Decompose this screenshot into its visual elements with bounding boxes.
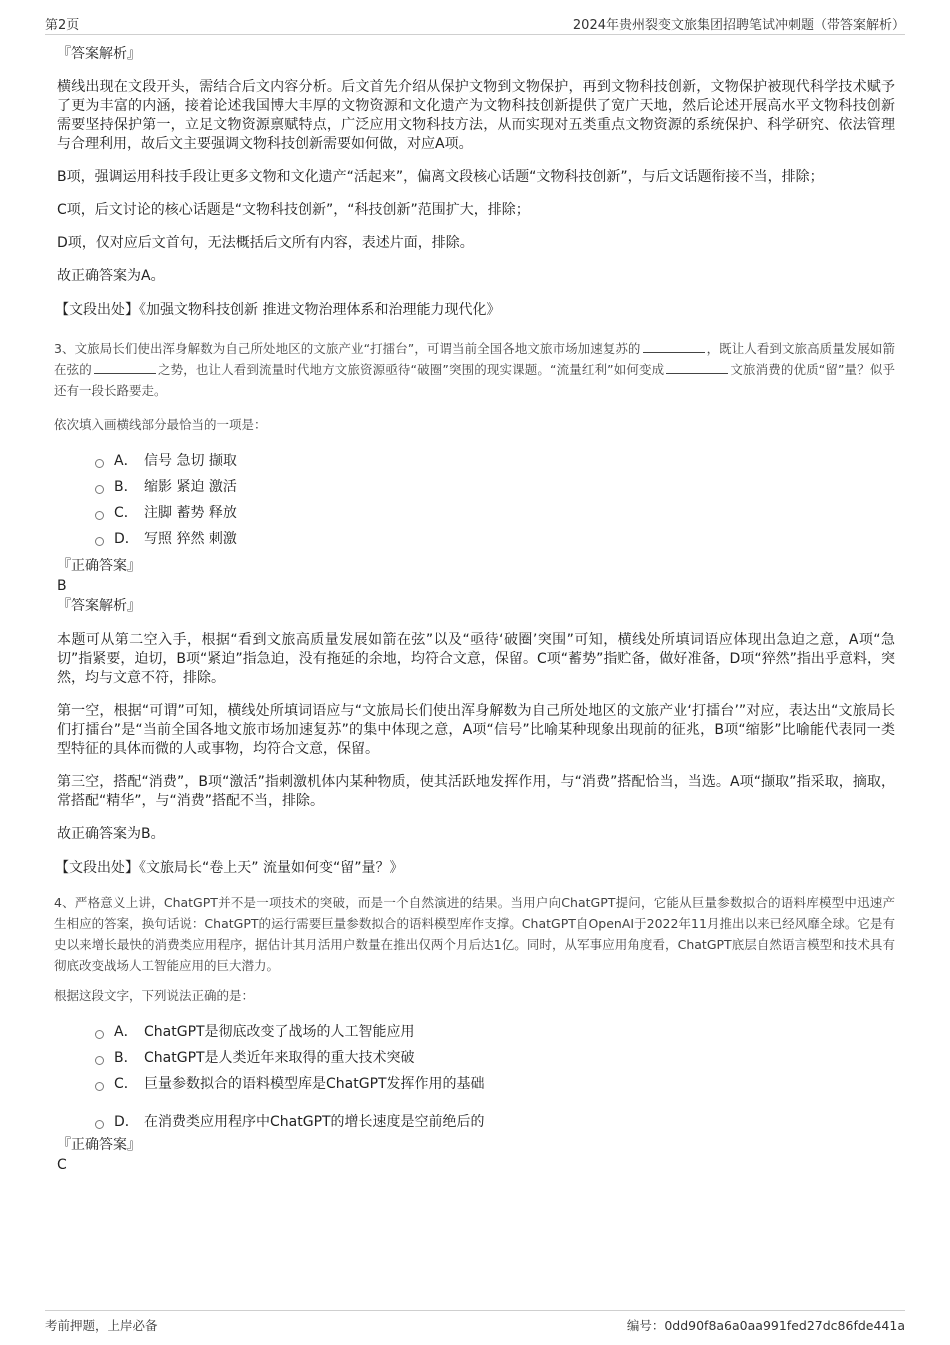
page-content — [54, 44, 895, 1176]
question-4-text: 4、严格意义上讲，ChatGPT并不是一项技术的突破，而是一个自然演进的结果。当用户向ChatGPT提问，它能从巨量参数拟合的语料库模型中迅速产生相应的答案，换句话说：ChatGPT的运行需要巨量参数拟合的语料模型库作支撑。ChatGPT自OpenAI于2022年11月推出以来已经风靡全球。它是有史以来增长最快的消费类应用程序，据估计其月活用户数量在推出仅两个月后达1亿。同时，从军事应用角度看，ChatGPT底层自然语言模型和技术具有彻底改变战场人工智能应用的巨大潜力。 — [54, 895, 895, 973]
radio-icon[interactable] — [95, 485, 104, 494]
option-c[interactable]: C． 注脚 蓄势 释放 — [95, 499, 895, 525]
correct-answer-tag: 『正确答案』 — [57, 1137, 141, 1153]
question-4-options — [95, 1018, 895, 1134]
radio-icon[interactable] — [95, 537, 104, 546]
question-3-prompt: 依次填入画横线部分最恰当的一项是： — [54, 417, 267, 432]
document-title: 2024年贵州裂变文旅集团招聘笔试冲刺题（带答案解析） — [572, 18, 905, 33]
document-id: 编号：0dd90f8a6a0aa991fed27dc86fde441a — [626, 1318, 905, 1333]
correct-answer-tag: 『正确答案』 — [57, 558, 141, 574]
conclusion-paragraph: 故正确答案为A。 — [57, 268, 165, 284]
analysis-paragraph: 第三空，搭配“消费”，B项“激活”指刺激机体内某种物质，使其活跃地发挥作用，与“消费”搭配恰当，当选。A项“撷取”指采取，摘取，常搭配“精华”，与“消费”搭配不当，排除。 — [57, 774, 895, 809]
page-header — [45, 12, 905, 35]
page-footer — [45, 1310, 905, 1335]
question-3-text: 3、文旅局长们使出浑身解数为自己所处地区的文旅产业“打擂台”，可谓当前全国各地文旅市场加速复苏的 ，既让人看到文旅高质量发展如箭在弦的 之势，也让人看到流量时代地方文旅资源亟待“破圈”突围的现实课题。“流量红利”如何变成 文旅消费的优质“留”量？似乎还有一段长路要走。 — [54, 341, 895, 398]
fill-blank — [94, 361, 156, 374]
option-a[interactable]: A． 信号 急切 撷取 — [95, 447, 895, 473]
option-b[interactable]: B． ChatGPT是人类近年来取得的重大技术突破 — [95, 1044, 895, 1070]
passage-source: 【文段出处】《文旅局长“卷上天” 流量如何变“留”量？》 — [55, 860, 404, 876]
correct-answer: B — [57, 578, 67, 594]
passage-source: 【文段出处】《加强文物科技创新 推进文物治理体系和治理能力现代化》 — [55, 302, 501, 318]
analysis-tag: 『答案解析』 — [57, 598, 141, 614]
footer-slogan: 考前押题，上岸必备 — [45, 1318, 158, 1333]
option-c[interactable]: C． 巨量参数拟合的语料模型库是ChatGPT发挥作用的基础 — [95, 1070, 895, 1096]
correct-answer: C — [57, 1157, 67, 1173]
option-a[interactable]: A． ChatGPT是彻底改变了战场的人工智能应用 — [95, 1018, 895, 1044]
radio-icon[interactable] — [95, 1120, 104, 1129]
fill-blank — [643, 340, 705, 353]
question-4-prompt: 根据这段文字，下列说法正确的是： — [54, 988, 255, 1003]
page-number: 第2页 — [45, 18, 80, 33]
analysis-paragraph: 横线出现在文段开头，需结合后文内容分析。后文首先介绍从保护文物到文物保护，再到文物科技创新，文物保护被现代科学技术赋予了更为丰富的内涵，接着论述我国博大丰厚的文物资源和文化遗产为文物科技创新提供了宽广天地，然后论述开展高水平文物科技创新需要坚持保护第一，立足文物资源禀赋特点，广泛应用文物科技方法，从而实现对五类重点文物资源的系统保护、科学研究、依法管理与合理利用，故后文主要强调文物科技创新需要如何做，对应A项。 — [57, 79, 895, 152]
radio-icon[interactable] — [95, 1082, 104, 1091]
question-3-options — [95, 447, 895, 551]
analysis-tag: 『答案解析』 — [57, 46, 141, 62]
option-d[interactable]: D． 在消费类应用程序中ChatGPT的增长速度是空前绝后的 — [95, 1108, 895, 1134]
analysis-paragraph: 第一空，根据“可谓”可知，横线处所填词语应与“文旅局长们使出浑身解数为自己所处地区的文旅产业‘打擂台’”对应，表达出“文旅局长们打擂台”是“当前全国各地文旅市场加速复苏”的集中体现之意，A项“信号”比喻某种现象出现前的征兆，B项“缩影”比喻能代表同一类型特征的具体而微的人或事物，均符合文意，保留。 — [57, 703, 895, 757]
radio-icon[interactable] — [95, 1056, 104, 1065]
fill-blank — [666, 361, 728, 374]
radio-icon[interactable] — [95, 511, 104, 520]
analysis-paragraph: 本题可从第二空入手，根据“看到文旅高质量发展如箭在弦”以及“亟待‘破圈’突围”可知，横线处所填词语应体现出急迫之意，A项“急切”指紧要，迫切，B项“紧迫”指急迫，没有拖延的余地，均符合文意，保留。C项“蓄势”指贮备，做好准备，D项“猝然”指出乎意料，突然，均与文意不符，排除。 — [57, 632, 895, 686]
radio-icon[interactable] — [95, 459, 104, 468]
analysis-paragraph: D项，仅对应后文首句，无法概括后文所有内容，表述片面，排除。 — [57, 235, 474, 251]
analysis-paragraph: B项，强调运用科技手段让更多文物和文化遗产“活起来”，偏离文段核心话题“文物科技创新”，与后文话题衔接不当，排除； — [57, 169, 824, 185]
radio-icon[interactable] — [95, 1030, 104, 1039]
analysis-paragraph: C项，后文讨论的核心话题是“文物科技创新”，“科技创新”范围扩大，排除； — [57, 202, 530, 218]
option-d[interactable]: D． 写照 猝然 刺激 — [95, 525, 895, 551]
conclusion-paragraph: 故正确答案为B。 — [57, 826, 165, 842]
option-b[interactable]: B． 缩影 紧迫 激活 — [95, 473, 895, 499]
